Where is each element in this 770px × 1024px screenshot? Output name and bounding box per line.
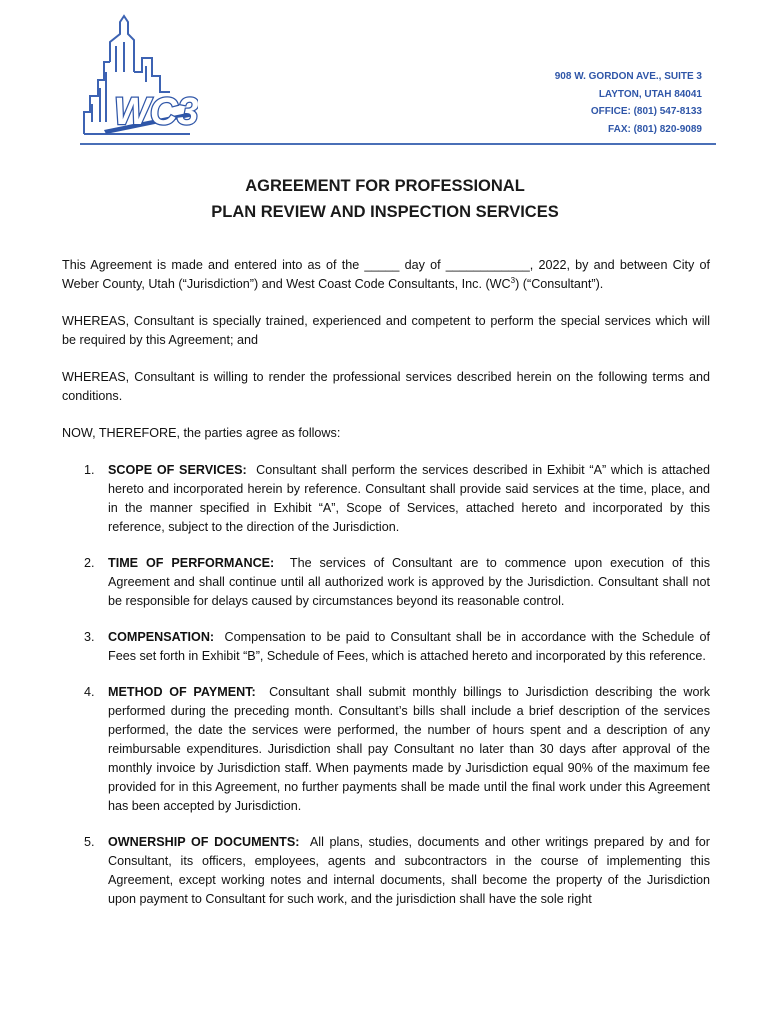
- section-number: 3.: [84, 630, 95, 644]
- wc3-logo: [80, 12, 198, 138]
- section-ownership-of-documents: [62, 833, 710, 909]
- agreement-body: [62, 256, 710, 926]
- section-text: Consultant shall perform the services described in Exhibit “A” which is attached hereto and incorporated herein by reference. Consultant shall provide said services at the time, place, and in the manner specified in Exhibit “A”, Scope of Services, attached hereto and incorporated by this reference, subject to the direction of the Jurisdiction.: [108, 463, 710, 534]
- sections-list: [62, 461, 710, 909]
- section-number: 5.: [84, 835, 95, 849]
- section-scope-of-services: [62, 461, 710, 537]
- section-text: The services of Consultant are to commence upon execution of this Agreement and shall continue until all authorized work is approved by the Jurisdiction. Consultant shall not be responsible for delays caused by circumstances beyond its reasonable control.: [108, 556, 710, 608]
- section-text: Compensation to be paid to Consultant shall be in accordance with the Schedule of Fees set forth in Exhibit “B”, Schedule of Fees, which is attached hereto and incorporated by this reference.: [108, 630, 711, 663]
- whereas-paragraph-2: WHEREAS, Consultant is willing to render the professional services described herein on the following terms and conditions.: [62, 370, 710, 403]
- address-line-fax: FAX: (801) 820-9089: [608, 123, 702, 135]
- section-time-of-performance: [62, 554, 710, 611]
- section-heading: TIME OF PERFORMANCE:: [108, 556, 275, 570]
- whereas-paragraph-1: WHEREAS, Consultant is specially trained, experienced and competent to perform the special services which will be required by this Agreement; and: [62, 314, 710, 347]
- company-address: [555, 68, 702, 138]
- section-number: 2.: [84, 556, 95, 570]
- section-heading: OWNERSHIP OF DOCUMENTS:: [108, 835, 300, 849]
- now-therefore-paragraph: NOW, THEREFORE, the parties agree as follows:: [62, 426, 341, 440]
- section-heading: SCOPE OF SERVICES:: [108, 463, 247, 477]
- section-heading: COMPENSATION:: [108, 630, 215, 644]
- address-line-city: LAYTON, UTAH 84041: [598, 88, 702, 100]
- svg-text:WC3: WC3: [114, 91, 198, 133]
- address-line-street: 908 W. GORDON AVE., SUITE 3: [554, 71, 702, 82]
- address-line-office: OFFICE: (801) 547-8133: [590, 106, 702, 117]
- section-text: Consultant shall submit monthly billings to Jurisdiction describing the work performed during the preceding month. Consultant’s bills shall include a brief description of the services performed, the date the services were performed, the number of hours spent and a description of any reimbursable expenditures. Jurisdiction shall pay Consultant no later than 30 days after approval of the monthly invoice by Jurisdiction staff. When payments made by Jurisdiction equal 90% of the maximum fee provided for in this Agreement, no further payments shall be made until the final work under this Agreement has been accepted by Jurisdiction.: [108, 685, 710, 813]
- intro-paragraph: This Agreement is made and entered into as of the _____ day of ____________, 2022, by and between City of Weber County, Utah (“Jurisdiction”) and West Coast Code Consultants, Inc. $(WC^3)$ (“Consultant”).: [62, 258, 710, 291]
- document-title-line-2: PLAN REVIEW AND INSPECTION SERVICES: [211, 203, 559, 221]
- section-text: All plans, studies, documents and other writings prepared by and for Consultant, its officers, employees, agents and subcontractors in the course of implementing this Agreement, except working notes and internal documents, shall become the property of the Jurisdiction upon payment to Consultant for such work, and the jurisdiction shall have the sole right: [108, 835, 710, 906]
- section-number: 4.: [84, 685, 95, 699]
- superscript-3: 3: [510, 275, 516, 285]
- section-number: 1.: [84, 463, 95, 477]
- section-heading: METHOD OF PAYMENT:: [108, 685, 256, 699]
- section-compensation: [62, 628, 710, 666]
- section-method-of-payment: [62, 683, 710, 816]
- header-divider: [80, 143, 716, 145]
- document-title-line-1: AGREEMENT FOR PROFESSIONAL: [245, 177, 525, 195]
